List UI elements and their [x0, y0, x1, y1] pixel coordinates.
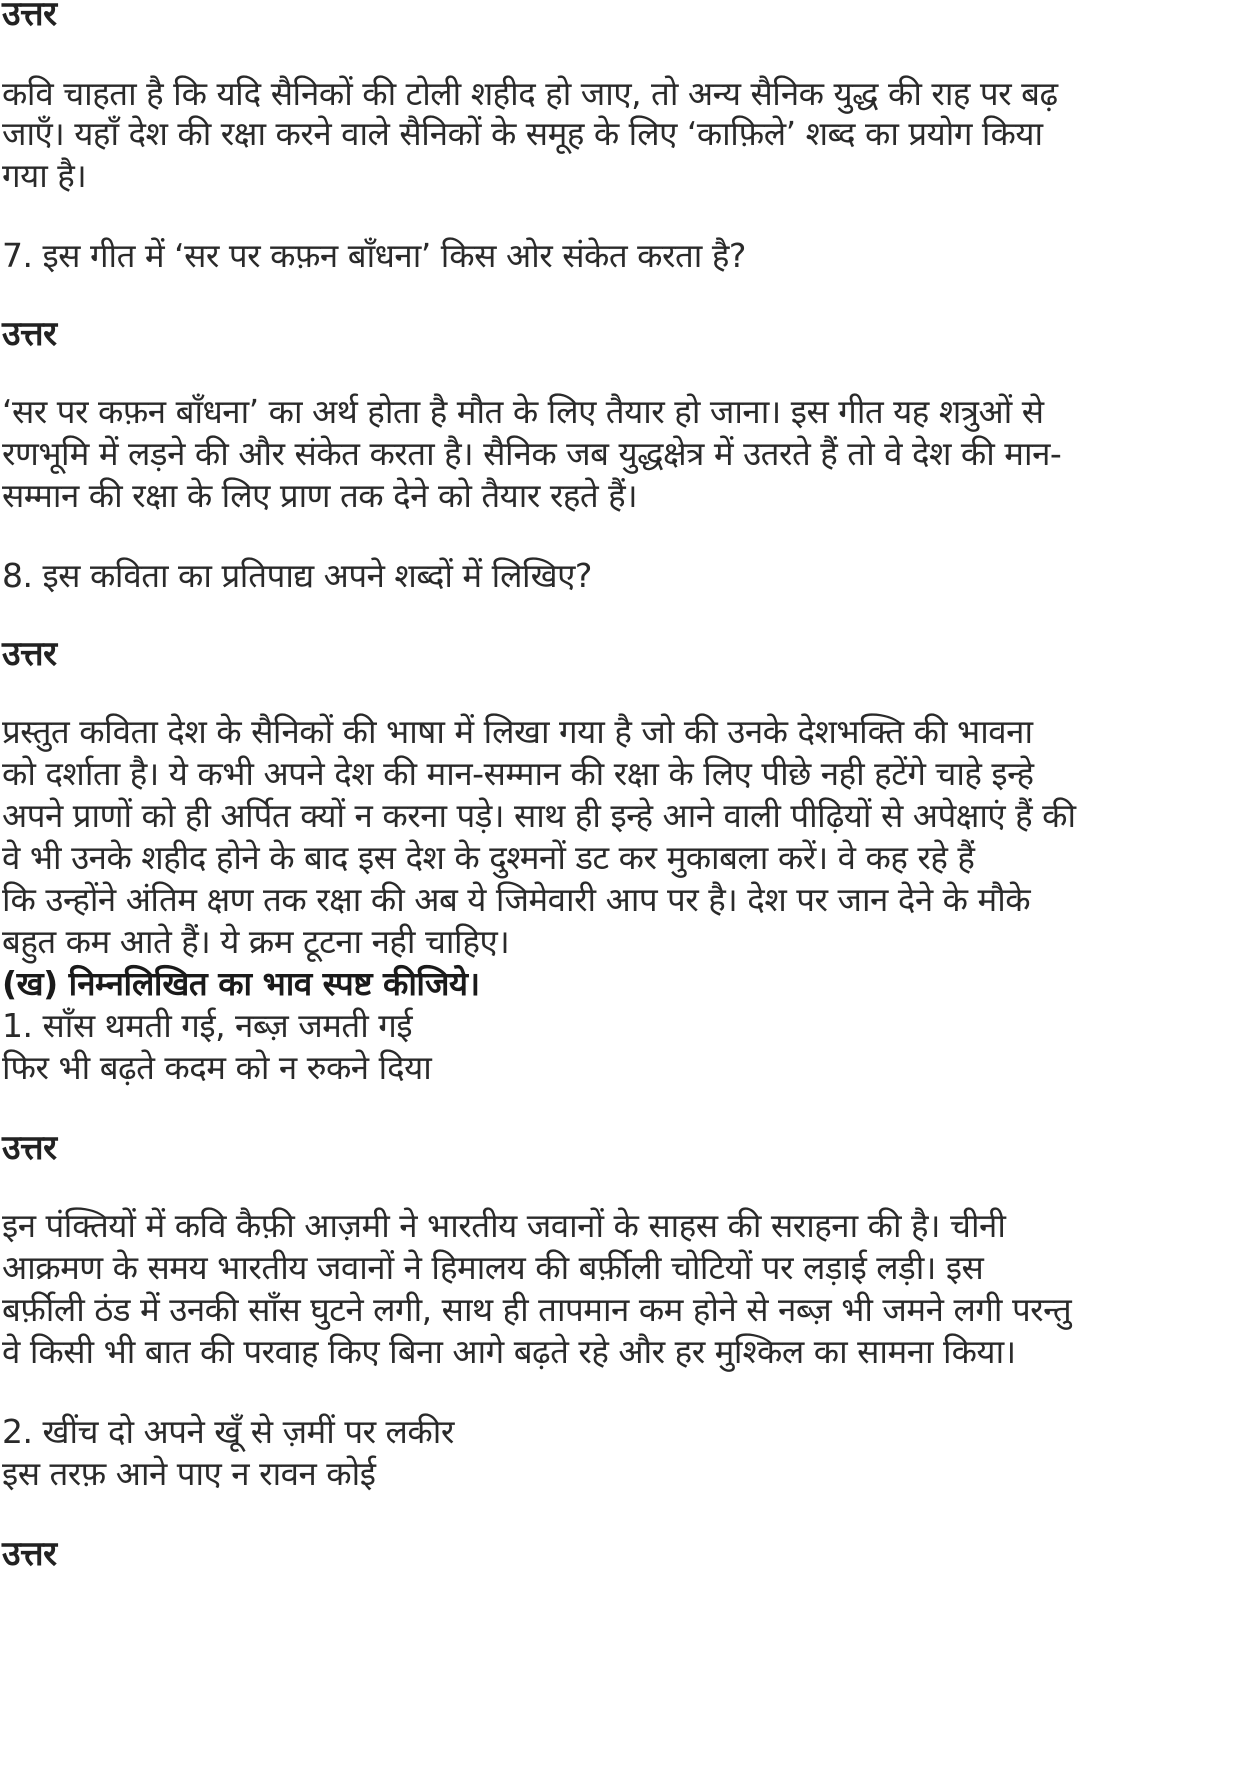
paragraph-line: जाएँ। यहाँ देश की रक्षा करने वाले सैनिकों के समूह के लिए ‘काफ़िले’ शब्द का प्रयोग किया — [2, 114, 1043, 153]
paragraph-line: अपने प्राणों को ही अर्पित क्यों न करना पड़े। साथ ही इन्हे आने वाली पीढ़ियों से अपेक्षाएं हैं की — [2, 796, 1076, 835]
verse-line: 1. साँस थमती गई, नब्ज़ जमती गई — [2, 1006, 413, 1045]
paragraph-line: प्रस्तुत कविता देश के सैनिकों की भाषा में लिखा गया है जो की उनके देशभक्ति की भावना — [2, 712, 1033, 751]
paragraph-line: रणभूमि में लड़ने की और संकेत करता है। सैनिक जब युद्धक्षेत्र में उतरते हैं तो वे देश की मान- — [2, 434, 1062, 473]
verse-line: 2. खींच दो अपने खूँ से ज़मीं पर लकीर — [2, 1412, 454, 1451]
question-8: 8. इस कविता का प्रतिपाद्य अपने शब्दों में लिखिए? — [2, 556, 592, 595]
paragraph-line: कि उन्होंने अंतिम क्षण तक रक्षा की अब ये जिमेवारी आप पर है। देश पर जान देने के मौके — [2, 880, 1031, 919]
verse-line: इस तरफ़ आने पाए न रावन कोई — [2, 1454, 376, 1493]
answer-heading: उत्तर — [2, 314, 57, 354]
paragraph-line: ‘सर पर कफ़न बाँधना’ का अर्थ होता है मौत के लिए तैयार हो जाना। इस गीत यह शत्रुओं से — [2, 392, 1044, 431]
paragraph-line: बहुत कम आते हैं। ये क्रम टूटना नही चाहिए। — [2, 922, 510, 961]
question-7: 7. इस गीत में ‘सर पर कफ़न बाँधना’ किस ओर संकेत करता है? — [2, 236, 746, 275]
paragraph-line: वे किसी भी बात की परवाह किए बिना आगे बढ़ते रहे और हर मुश्किल का सामना किया। — [2, 1332, 1016, 1371]
answer-heading: उत्तर — [2, 634, 57, 674]
verse-line: फिर भी बढ़ते कदम को न रुकने दिया — [2, 1048, 432, 1087]
section-heading-kh: (ख) निम्नलिखित का भाव स्पष्ट कीजिये। — [2, 964, 480, 1003]
paragraph-line: बर्फ़ीली ठंड में उनकी साँस घुटने लगी, साथ ही तापमान कम होने से नब्ज़ भी जमने लगी परन्तु — [2, 1290, 1072, 1329]
answer-heading: उत्तर — [2, 0, 57, 34]
paragraph-line: इन पंक्तियों में कवि कैफ़ी आज़मी ने भारतीय जवानों के साहस की सराहना की है। चीनी — [2, 1206, 1006, 1245]
answer-heading: उत्तर — [2, 1534, 57, 1574]
paragraph-line: को दर्शाता है। ये कभी अपने देश की मान-सम्मान की रक्षा के लिए पीछे नही हटेंगे चाहे इन्हे — [2, 754, 1034, 793]
paragraph-line: गया है। — [2, 156, 87, 195]
answer-heading: उत्तर — [2, 1128, 57, 1168]
paragraph-line: आक्रमण के समय भारतीय जवानों ने हिमालय की बर्फ़ीली चोटियों पर लड़ाई लड़ी। इस — [2, 1248, 984, 1287]
paragraph-line: वे भी उनके शहीद होने के बाद इस देश के दुश्मनों डट कर मुकाबला करें। वे कह रहे हैं — [2, 838, 975, 877]
paragraph-line: कवि चाहता है कि यदि सैनिकों की टोली शहीद हो जाए, तो अन्य सैनिक युद्ध की राह पर बढ़ — [2, 74, 1058, 113]
paragraph-line: सम्मान की रक्षा के लिए प्राण तक देने को तैयार रहते हैं। — [2, 476, 638, 515]
